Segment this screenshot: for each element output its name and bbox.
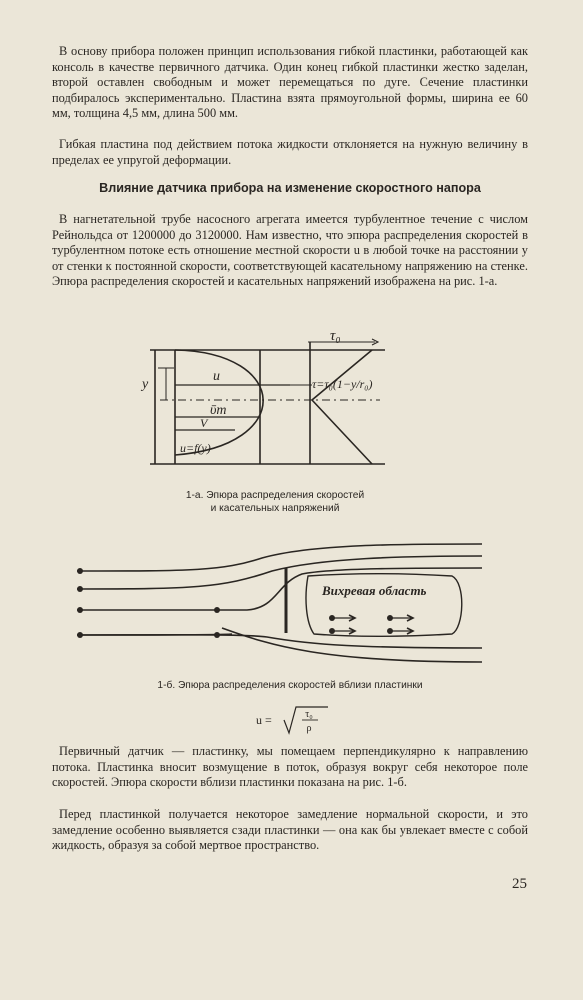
fig1a-u-label: u <box>213 369 220 384</box>
paragraph-plate-placement: Первичный датчик — пластинку, мы помещаем перпендикулярно к направлению потока. Пластинка вносит возмущение в поток, образуя вокруг себя некоторое поле скоростей. Эпюра скорости вблизи пластинки показана на рис. 1-б. <box>52 744 528 790</box>
figure-1a-caption <box>160 490 390 515</box>
formula-lhs: u = <box>256 713 272 727</box>
formula-denominator: ρ <box>306 723 312 734</box>
figure-1b-caption: 1-б. Эпюра распределения скоростей вблизи пластинки <box>157 680 423 691</box>
fig1a-tau-formula: τ=τ₀(1−y/r₀) <box>312 377 373 391</box>
fig1b-vortex-label: Вихревая область <box>322 583 427 598</box>
fig1a-y-label: y <box>142 377 149 392</box>
figure-1a-velocity-profile <box>140 330 400 475</box>
paragraph-turbulent-flow: В нагнетательной трубе насосного агрегата имеется турбулентное течение с числом Рейнольдса от 1200000 до 3120000. Нам известно, что эпюра распределения скоростей в турбулентном потоке есть отношение местной скорости u в любой точке на расстоянии y от стенки к постоянной скорости, соответствующей касательному напряжению на стенке. Эпюра распределения скоростей и касательных напряжений изображена на рис. 1-а. <box>52 212 528 289</box>
paragraph-plate-deflection: Гибкая пластина под действием потока жидкости отклоняется на нужную величину в пределах ее упругой деформации. <box>52 137 528 167</box>
velocity-formula <box>254 705 334 735</box>
fig1a-u-function: u=f(y) <box>180 441 211 455</box>
fig1a-tau0-label: τ₀ <box>330 330 341 344</box>
fig1a-um-label: ῡm <box>210 403 227 418</box>
figure-1a-caption-line1: 1-а. Эпюра распределения скоростей <box>185 490 365 501</box>
paragraph-wake-region: Перед пластинкой получается некоторое замедление нормальной скорости, и это замедление особенно выявляется сзади пластинки — она как бы увлекает вместе с собой жидкость, образуя за собой мертвое пространство. <box>52 807 528 853</box>
page-number: 25 <box>512 876 527 892</box>
figure-1a-caption-line2: и касательных напряжений <box>210 502 340 514</box>
paragraph-plate-principle: В основу прибора положен принцип использования гибкой пластинки, работающей как консоль в качестве первичного датчика. Один конец гибкой пластинки жестко заделан, второй оставлен свободным и может перемещаться по дуге. Сечение пластинки подбиралось экспериментально. Пластина взята прямоугольной формы, ширина ее 60 мм, толщина 4,5 мм, длина 500 мм. <box>52 44 528 121</box>
figure-1b-flow-around-plate <box>72 538 492 668</box>
fig1a-v-label: V <box>200 416 208 430</box>
section-heading: Влияние датчика прибора на изменение скоростного напора <box>99 181 481 195</box>
formula-numerator: τ₀ <box>305 709 313 720</box>
